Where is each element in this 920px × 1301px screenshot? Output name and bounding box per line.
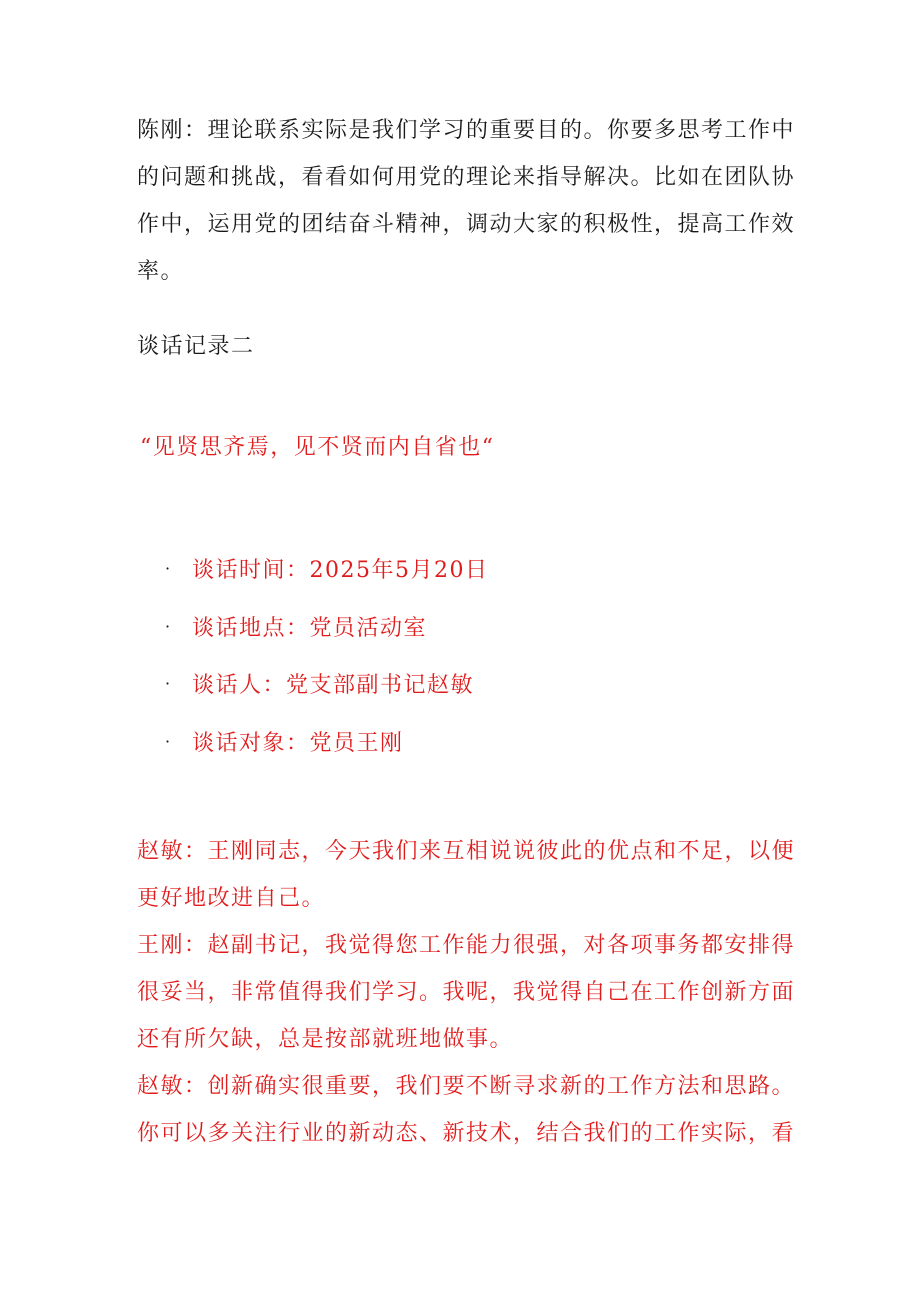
dialogue-paragraph-1: 赵敏：王刚同志，今天我们来互相说说彼此的优点和不足，以便更好地改进自己。 [137, 839, 796, 911]
paragraph-top: 陈刚：理论联系实际是我们学习的重要目的。你要多思考工作中的问题和挑战，看看如何用党的理论来指导解决。比如在团队协作中，运用党的团结奋斗精神，调动大家的积极性，提高工作效率。 [137, 118, 796, 284]
info-item-time [165, 540, 488, 598]
bullet-icon: · [165, 731, 172, 751]
info-item-text: 谈话地点：党员活动室 [192, 615, 428, 641]
bullet-icon: · [165, 616, 172, 636]
info-item-location [165, 598, 488, 656]
info-item-subject [165, 713, 488, 771]
dialogue-paragraph-3: 赵敏：创新确实很重要，我们要不断寻求新的工作方法和思路。你可以多关注行业的新动态、新技术，结合我们的工作实际，看 [137, 1074, 796, 1146]
info-item-text: 谈话对象：党员王刚 [192, 730, 404, 756]
info-item-text: 谈话人：党支部副书记赵敏 [192, 673, 475, 699]
bullet-icon: · [165, 674, 172, 694]
quote-text: “见贤思齐焉，见不贤而内自省也“ [140, 435, 495, 460]
bullet-icon: · [165, 559, 172, 579]
info-list [165, 540, 488, 770]
info-item-speaker [165, 655, 488, 713]
dialogue-paragraph-2: 王刚：赵副书记，我觉得您工作能力很强，对各项事务都安排得很妥当，非常值得我们学习。我呢，我觉得自己在工作创新方面还有所欠缺，总是按部就班地做事。 [137, 933, 796, 1052]
section-heading: 谈话记录二 [137, 334, 255, 359]
info-item-text: 谈话时间：2025年5月20日 [192, 558, 489, 584]
